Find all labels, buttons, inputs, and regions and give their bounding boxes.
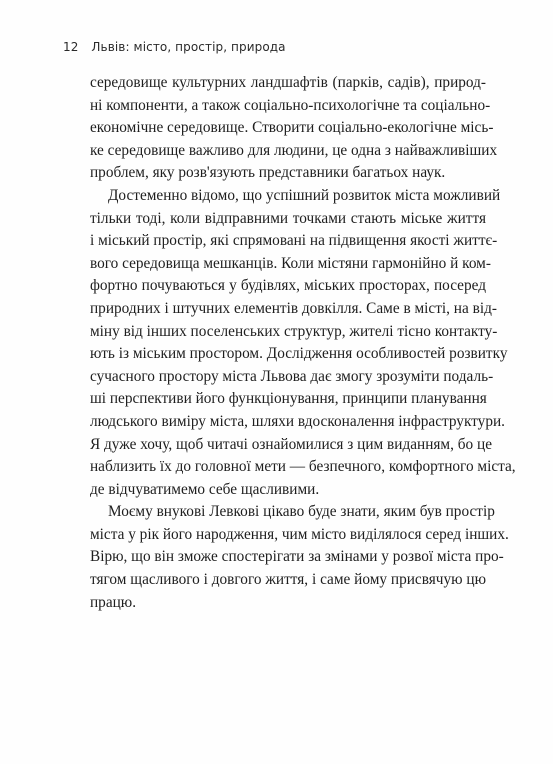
text-line: економічне середовище. Створити соціально-екологічне місь-	[90, 119, 494, 137]
text-line: працю.	[90, 593, 137, 611]
text-line: ють із міським простором. Дослідження особливостей розвитку	[90, 345, 508, 363]
text-line: де відчуватимемо себе щасливими.	[90, 480, 320, 498]
text-line: ші перспективи його функціонування, принципи планування	[90, 390, 487, 408]
text-line: тільки тоді, коли відправними точками стають міське життя	[90, 209, 486, 227]
text-line: Моєму внукові Левкові цікаво буде знати, яким був простір	[108, 503, 495, 521]
text-line: ке середовище важливо для людини, це одна з найважливіших	[90, 141, 498, 159]
text-line: сучасного простору міста Львова дає змогу зрозуміти подаль-	[90, 367, 494, 385]
paragraph	[90, 501, 509, 614]
text-line: і міський простір, які спрямовані на підвищення якості життє-	[90, 232, 498, 250]
body-text	[90, 72, 516, 614]
text-line: Достеменно відомо, що успішний розвиток міста можливий	[108, 186, 501, 204]
running-head-title: Львів: місто, простір, природа	[91, 40, 286, 54]
page-number: 12	[63, 40, 79, 54]
running-head	[63, 40, 286, 54]
text-line: Вірю, що він зможе спостерігати за змінами у розвої міста про-	[90, 548, 504, 566]
text-line: середовище культурних ландшафтів (парків, садів), природ-	[90, 74, 486, 91]
text-line: ні компоненти, а також соціально-психологічне та соціально-	[90, 96, 491, 114]
text-line: міста у рік його народження, чим місто виділялося серед інших.	[90, 525, 509, 543]
text-line: міну від інших поселенських структур, жителі тісно контакту-	[90, 322, 498, 340]
text-line: фортно почуваються у будівлях, міських просторах, посеред	[90, 277, 486, 295]
paragraph	[90, 185, 516, 501]
text-line: людського виміру міста, шляхи вдосконалення інфраструктури.	[90, 412, 505, 430]
text-line: природних і штучних елементів довкілля. Саме в місті, на від-	[90, 299, 497, 317]
text-line: проблем, яку розв'язують представники багатьох наук.	[90, 164, 446, 182]
text-line: тягом щасливого і довгого життя, і саме йому присвячую цю	[90, 571, 486, 589]
text-line: Я дуже хочу, щоб читачі ознайомилися з цим виданням, бо це	[90, 435, 492, 453]
text-line: наблизить їх до головної мети — безпечного, комфортного міста,	[90, 458, 516, 476]
paragraph	[90, 72, 498, 185]
text-line: вого середовища мешканців. Коли містяни гармонійно й ком-	[90, 254, 491, 272]
